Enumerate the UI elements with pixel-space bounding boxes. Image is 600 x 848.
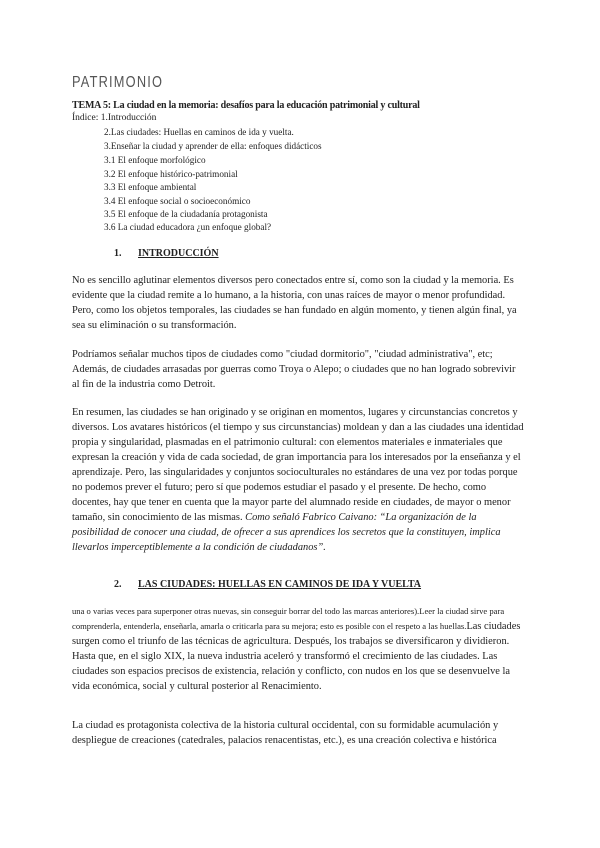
paragraph-4-lead: una o varias veces para superponer otras nuevas, sin conseguir borrar del todo las marcas anteriores).Leer la ciudad sirve para comprenderla, entenderla, enseñarla, amarla o criticarla para su mejora; esto es posible con el respeto a las huellas. (72, 606, 505, 631)
paragraph-1: No es sencillo aglutinar elementos diversos pero conectados entre sí, como son la ciudad y la memoria. Es evidente que la ciudad remite a lo humano, a la historia, con unas raíces de mayor o menor profundidad. Pero, como los objetos temporales, las ciudades se han fundado en algún momento, y tienen algún final, ya sea su eliminación o su transformación. (72, 275, 517, 331)
section-number: 2. (114, 579, 122, 590)
topic-title: TEMA 5: La ciudad en la memoria: desafíos para la educación patrimonial y cultural (72, 100, 420, 111)
document-header: PATRIMONIO (72, 74, 164, 91)
index-item: 3.4 El enfoque social o socioeconómico (104, 196, 251, 206)
index-item: 3.3 El enfoque ambiental (104, 182, 197, 192)
paragraph-2: Podríamos señalar muchos tipos de ciudades como "ciudad dormitorio", "ciudad administrativa", etc; Además, de ciudades arrasadas por guerras como Troya o Alepo; o ciudades que no han logrado sobrevivir al fin de la industria como Detroit. (72, 349, 516, 390)
paragraph-4 (72, 604, 524, 694)
paragraph-5: La ciudad es protagonista colectiva de la historia cultural occidental, con su formidable acumulación y despliegue de creaciones (catedrales, palacios renacentistas, etc.), es una creación colectiva e histórica (72, 720, 499, 746)
index-item: 3.6 La ciudad educadora ¿un enfoque global? (104, 222, 272, 232)
paragraph-3-text: En resumen, las ciudades se han originado y se originan en momentos, lugares y circunstancias concretos y diversos. Los avatares históricos (el tiempo y sus circunstancias) moldean y dan a las ciudades una identidad propia y singularidad, plasmadas en el patrimonio cultural: con elementos materiales e inmateriales que expresan la creación y vida de cada sociedad, de gran importancia para los interesados por la enseñanza y el aprendizaje. Pero, las singularidades y conjuntos socioculturales no estándares de una vez por todas porque no podemos prever el futuro; pero sí que podemos estudiar el pasado y el presente. De hecho, como docentes, hay que tener en cuenta que la mayor parte del alumnado reside en ciudades, de mayor o menor tamaño, sin conocimiento de las mismas. (72, 407, 524, 523)
index-item: 3.2 El enfoque histórico-patrimonial (104, 169, 238, 179)
index-item: 3.5 El enfoque de la ciudadanía protagonista (104, 209, 268, 219)
section-number: 1. (114, 248, 122, 259)
paragraph-3 (72, 405, 524, 555)
index-item: 3.Enseñar la ciudad y aprender de ella: enfoques didácticos (104, 141, 322, 151)
section-heading-2 (114, 579, 421, 590)
section-title: LAS CIUDADES: HUELLAS EN CAMINOS DE IDA Y VUELTA (138, 579, 422, 590)
index-item: 2.Las ciudades: Huellas en caminos de ida y vuelta. (104, 127, 294, 137)
paragraph-4-text: Las ciudades surgen como el triunfo de las técnicas de agricultura. Después, los trabajos se diversificaron y dividieron. Hasta que, en el siglo XIX, la nueva industria aceleró y transformó el crecimiento de las ciudades. Las ciudades son espacios precisos de existencia, relación y conflicto, con nudos en los que se desenvuelve la vida económica, social y cultural posterior al Renacimiento. (72, 621, 521, 692)
paragraph-3-quote: Como señaló Fabrico Caivano: “La organización de la posibilidad de conocer una ciudad, de ofrecer a sus aprendices los secretos que la constituyen, implica llevarlos imperceptiblemente a la condición de ciudadanos”. (72, 512, 501, 553)
section-title: INTRODUCCIÓN (138, 248, 219, 259)
index-item: 3.1 El enfoque morfológico (104, 155, 206, 165)
section-heading-1 (114, 248, 219, 259)
index-label: Índice: 1.Introducción (72, 113, 157, 123)
